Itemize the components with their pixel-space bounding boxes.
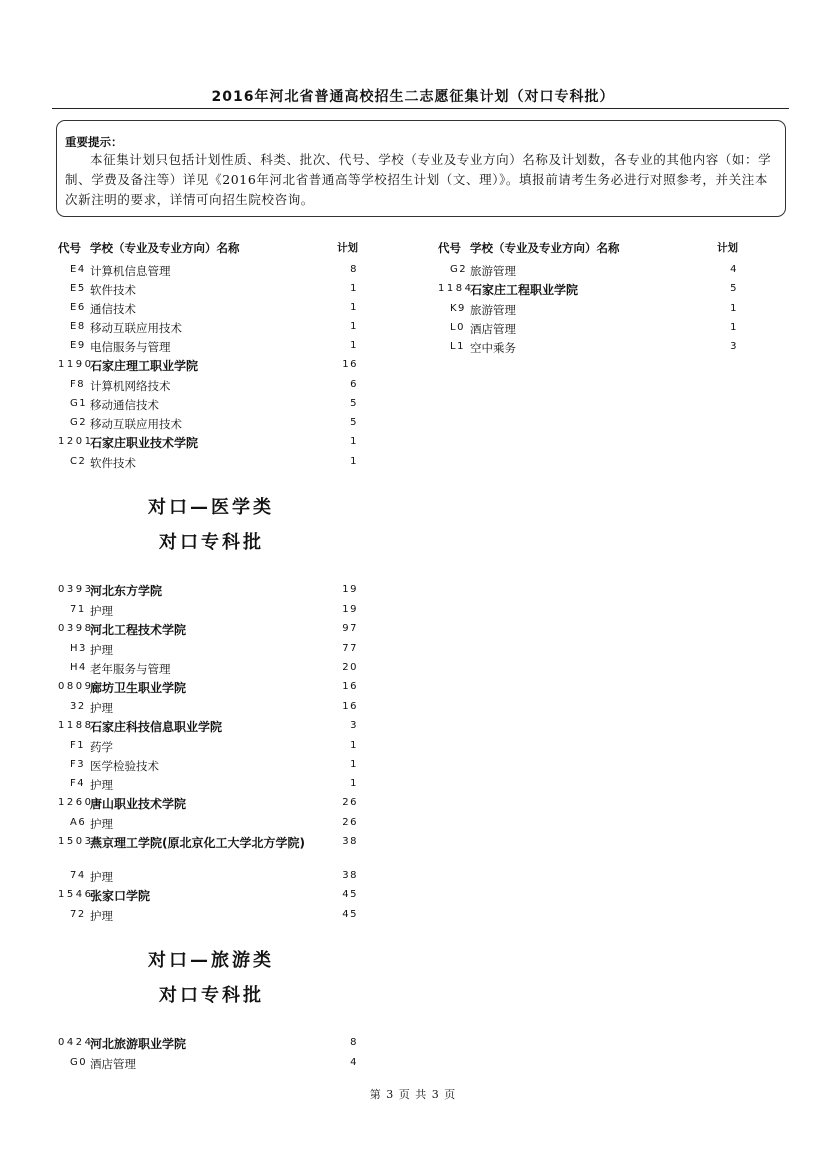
school-row (58, 434, 360, 454)
item-code: 32 (70, 701, 86, 712)
item-code: A6 (70, 817, 87, 828)
plan-count: 45 (342, 909, 358, 920)
item-code: 1190 (58, 359, 94, 370)
item-code: 72 (70, 909, 86, 920)
plan-count: 3 (730, 341, 738, 352)
plan-count: 1 (350, 740, 358, 751)
item-code: 0424 (58, 1037, 94, 1048)
item-code: 1188 (58, 720, 94, 731)
item-name: 廊坊卫生职业学院 (90, 681, 187, 695)
item-code: 74 (70, 870, 86, 881)
major-row (58, 415, 360, 434)
item-name: 酒店管理 (470, 322, 516, 336)
item-code: 1184 (438, 283, 474, 294)
plan-count: 97 (342, 623, 358, 634)
plan-count: 1 (730, 322, 738, 333)
item-code: 1201 (58, 436, 94, 447)
item-name: 石家庄工程职业学院 (470, 283, 579, 297)
item-code: G0 (70, 1057, 88, 1068)
major-row (58, 454, 360, 473)
section-category: 对口—医学类 (148, 497, 274, 518)
item-code: E5 (70, 283, 86, 294)
item-name: 石家庄科技信息职业学院 (90, 720, 223, 734)
plan-count: 16 (342, 359, 358, 370)
item-code: G2 (70, 417, 88, 428)
major-row (438, 339, 740, 358)
item-name: 计算机信息管理 (90, 264, 171, 278)
major-row (58, 396, 360, 415)
page-title: 2016年河北省普通高校招生二志愿征集计划（对口专科批） (211, 89, 615, 105)
plan-count: 4 (350, 1057, 358, 1068)
plan-count: 5 (350, 398, 358, 409)
school-row (58, 357, 360, 377)
item-name: 燕京理工学院(原北京化工大学北方学院) (90, 836, 305, 850)
item-name: 河北东方学院 (90, 584, 163, 598)
item-name: 软件技术 (90, 456, 136, 470)
header-plan: 计划 (717, 242, 738, 254)
header-code: 代号 (438, 241, 461, 255)
item-name: 河北旅游职业学院 (90, 1037, 187, 1051)
school-row (58, 887, 360, 907)
item-name: 医学检验技术 (90, 759, 159, 773)
item-code: C2 (70, 456, 87, 467)
left-column-header (58, 238, 360, 262)
plan-count: 20 (342, 662, 358, 673)
major-row (438, 262, 740, 281)
major-row (438, 301, 740, 320)
plan-count: 19 (342, 604, 358, 615)
school-row (58, 718, 360, 738)
item-code: 1546 (58, 889, 94, 900)
item-code: F3 (70, 759, 86, 770)
item-name: 移动通信技术 (90, 398, 159, 412)
major-row (58, 641, 360, 660)
major-row (58, 602, 360, 621)
item-code: 1503 (58, 836, 94, 847)
school-row (58, 834, 360, 868)
item-name: 酒店管理 (90, 1057, 136, 1071)
plan-count: 26 (342, 797, 358, 808)
header-name: 学校（专业及专业方向）名称 (90, 241, 240, 255)
item-code: 1260 (58, 797, 94, 808)
item-name: 护理 (90, 778, 113, 792)
plan-count: 45 (342, 889, 358, 900)
item-name: 软件技术 (90, 283, 136, 297)
notice-body: 本征集计划只包括计划性质、科类、批次、代号、学校（专业及专业方向）名称及计划数，各专业的其他内容（如：学制、学费及备注等）详见《2016年河北省普通高等学校招生计划（文、理）》。填报前请考生务必进行对照参考，并关注本次新注明的要求，详情可向招生院校咨询。 (65, 152, 772, 207)
section-batch: 对口专科批 (159, 985, 264, 1006)
notice-box (56, 120, 786, 217)
major-row (438, 320, 740, 339)
item-code: F4 (70, 778, 86, 789)
item-code: H3 (70, 643, 87, 654)
item-name: 电信服务与管理 (90, 340, 171, 354)
major-row (58, 738, 360, 757)
plan-count: 1 (350, 302, 358, 313)
item-name: 旅游管理 (470, 264, 516, 278)
item-code: H4 (70, 662, 87, 673)
plan-count: 19 (342, 584, 358, 595)
school-row (58, 582, 360, 602)
item-name: 河北工程技术学院 (90, 623, 187, 637)
plan-count: 1 (350, 436, 358, 447)
plan-count: 1 (350, 340, 358, 351)
plan-count: 4 (730, 264, 738, 275)
header-name: 学校（专业及专业方向）名称 (470, 241, 620, 255)
page-footer: 第 3 页 共 3 页 (369, 1088, 457, 1101)
major-row (58, 776, 360, 795)
plan-count: 1 (350, 456, 358, 467)
item-code: F1 (70, 740, 86, 751)
plan-count: 38 (342, 870, 358, 881)
item-name: 护理 (90, 870, 113, 884)
item-name: 石家庄理工职业学院 (90, 359, 199, 373)
item-name: 护理 (90, 643, 113, 657)
item-name: 移动互联应用技术 (90, 321, 182, 335)
plan-count: 38 (342, 836, 358, 847)
item-code: G2 (450, 264, 468, 275)
item-name: 计算机网络技术 (90, 379, 171, 393)
item-code: 0393 (58, 584, 94, 595)
item-name: 石家庄职业技术学院 (90, 436, 199, 450)
item-code: E8 (70, 321, 86, 332)
school-row (58, 1035, 360, 1055)
plan-count: 1 (350, 778, 358, 789)
plan-count: 26 (342, 817, 358, 828)
plan-count: 77 (342, 643, 358, 654)
item-name: 唐山职业技术学院 (90, 797, 187, 811)
major-row (58, 300, 360, 319)
header-plan: 计划 (337, 242, 358, 254)
item-name: 护理 (90, 909, 113, 923)
major-row (58, 699, 360, 718)
major-row (58, 660, 360, 679)
major-row (58, 1055, 360, 1074)
section-category: 对口—旅游类 (148, 950, 274, 971)
major-row (58, 377, 360, 396)
item-code: 71 (70, 604, 86, 615)
major-row (58, 338, 360, 357)
major-row (58, 815, 360, 834)
title-rule (52, 108, 789, 109)
plan-count: 3 (350, 720, 358, 731)
item-code: K9 (450, 303, 466, 314)
school-row (58, 679, 360, 699)
major-row (58, 757, 360, 776)
school-row (438, 281, 740, 301)
item-code: E6 (70, 302, 86, 313)
major-row (58, 868, 360, 887)
plan-count: 1 (350, 321, 358, 332)
item-code: E9 (70, 340, 86, 351)
section-batch: 对口专科批 (159, 532, 264, 553)
left-column (58, 238, 360, 1074)
item-name: 张家口学院 (90, 889, 151, 903)
major-row (58, 262, 360, 281)
item-name: 护理 (90, 817, 113, 831)
section-heading-medical (58, 490, 360, 560)
item-name: 通信技术 (90, 302, 136, 316)
major-row (58, 907, 360, 926)
school-row (58, 621, 360, 641)
notice-title: 重要提示： (65, 135, 123, 149)
item-name: 药学 (90, 740, 113, 754)
item-code: 0398 (58, 623, 94, 634)
plan-count: 8 (350, 264, 358, 275)
item-code: E4 (70, 264, 86, 275)
plan-count: 1 (350, 759, 358, 770)
item-name: 老年服务与管理 (90, 662, 171, 676)
section-heading-tourism (58, 943, 360, 1013)
plan-count: 5 (730, 283, 738, 294)
right-column-header (438, 238, 740, 262)
item-name: 护理 (90, 701, 113, 715)
header-code: 代号 (58, 241, 81, 255)
item-name: 移动互联应用技术 (90, 417, 182, 431)
item-code: 0809 (58, 681, 94, 692)
plan-count: 6 (350, 379, 358, 390)
major-row (58, 319, 360, 338)
item-name: 空中乘务 (470, 341, 516, 355)
school-row (58, 795, 360, 815)
plan-count: 16 (342, 681, 358, 692)
item-code: L1 (450, 341, 465, 352)
plan-count: 8 (350, 1037, 358, 1048)
major-row (58, 281, 360, 300)
item-name: 旅游管理 (470, 303, 516, 317)
plan-count: 1 (350, 283, 358, 294)
item-name: 护理 (90, 604, 113, 618)
item-code: L0 (450, 322, 465, 333)
right-column (438, 238, 740, 358)
plan-count: 5 (350, 417, 358, 428)
item-code: G1 (70, 398, 88, 409)
plan-count: 16 (342, 701, 358, 712)
plan-count: 1 (730, 303, 738, 314)
item-code: F8 (70, 379, 86, 390)
